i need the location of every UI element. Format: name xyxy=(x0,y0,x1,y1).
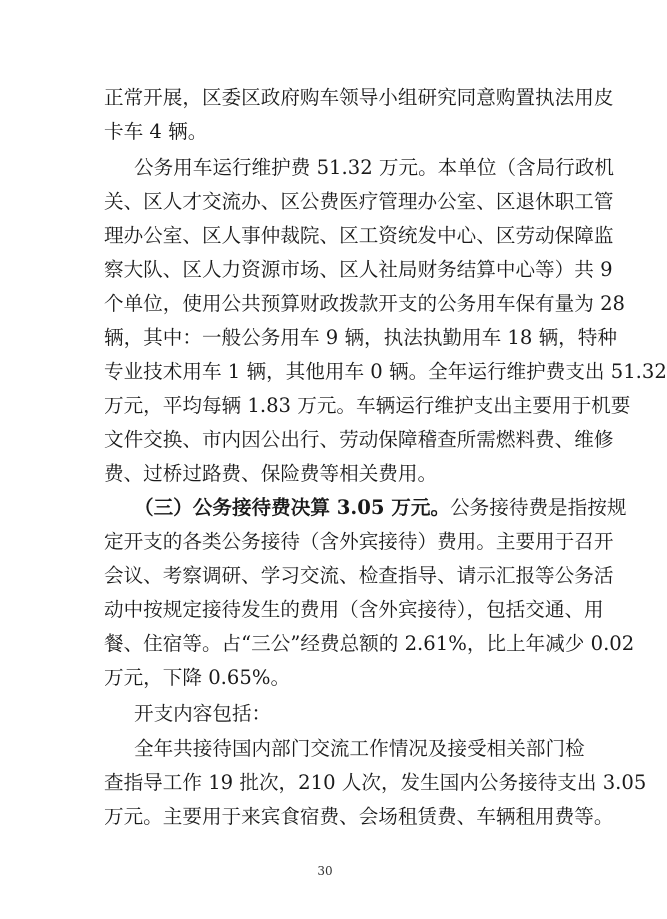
paragraph-text: 公务接待费是指按规 xyxy=(450,496,627,519)
paragraph-line: 公务用车运行维护费 51.32 万元。本单位（含局行政机 xyxy=(134,156,615,179)
section-heading: （三）公务接待费决算 3.05 万元。 xyxy=(134,496,451,519)
paragraph-line: 万元，平均每辆 1.83 万元。车辆运行维护支出主要用于机要 xyxy=(104,394,631,417)
paragraph-line: 会议、考察调研、学习交流、检查指导、请示汇报等公务活 xyxy=(104,564,614,587)
paragraph-line: 文件交换、市内因公出行、劳动保障稽查所需燃料费、维修 xyxy=(104,428,614,451)
paragraph-line: 辆，其中：一般公务用车 9 辆，执法执勤用车 18 辆，特种 xyxy=(104,326,617,349)
paragraph-line: 专业技术用车 1 辆，其他用车 0 辆。全年运行维护费支出 51.32 xyxy=(104,360,667,383)
paragraph-line: 个单位，使用公共预算财政拨款开支的公务用车保有量为 28 xyxy=(104,292,626,315)
paragraph-line: 万元。主要用于来宾食宿费、会场租赁费、车辆租用费等。 xyxy=(104,805,614,828)
paragraph-line: 餐、住宿等。占“三公”经费总额的 2.61%，比上年减少 0.02 xyxy=(104,632,635,655)
paragraph-line: 费、过桥过路费、保险费等相关费用。 xyxy=(104,462,438,485)
paragraph-line: 察大队、区人力资源市场、区人社局财务结算中心等）共 9 xyxy=(104,258,613,281)
paragraph-line: 关、区人才交流办、区公费医疗管理办公室、区退休职工管 xyxy=(104,190,614,213)
paragraph-line: 万元，下降 0.65%。 xyxy=(104,666,291,689)
paragraph-line: 卡车 4 辆。 xyxy=(104,120,208,143)
page-number: 30 xyxy=(317,864,333,878)
paragraph-line: 开支内容包括： xyxy=(134,702,272,725)
paragraph-line: 定开支的各类公务接待（含外宾接待）费用。主要用于召开 xyxy=(104,530,614,553)
paragraph-line: 理办公室、区人事仲裁院、区工资统发中心、区劳动保障监 xyxy=(104,224,614,247)
paragraph-line: 正常开展，区委区政府购车领导小组研究同意购置执法用皮 xyxy=(104,86,614,109)
paragraph-line: 动中按规定接待发生的费用（含外宾接待），包括交通、用 xyxy=(104,598,604,621)
section-heading-line xyxy=(134,491,627,524)
paragraph-line: 全年共接待国内部门交流工作情况及接受相关部门检 xyxy=(134,737,585,760)
paragraph-line: 查指导工作 19 批次，210 人次，发生国内公务接待支出 3.05 xyxy=(104,771,647,794)
